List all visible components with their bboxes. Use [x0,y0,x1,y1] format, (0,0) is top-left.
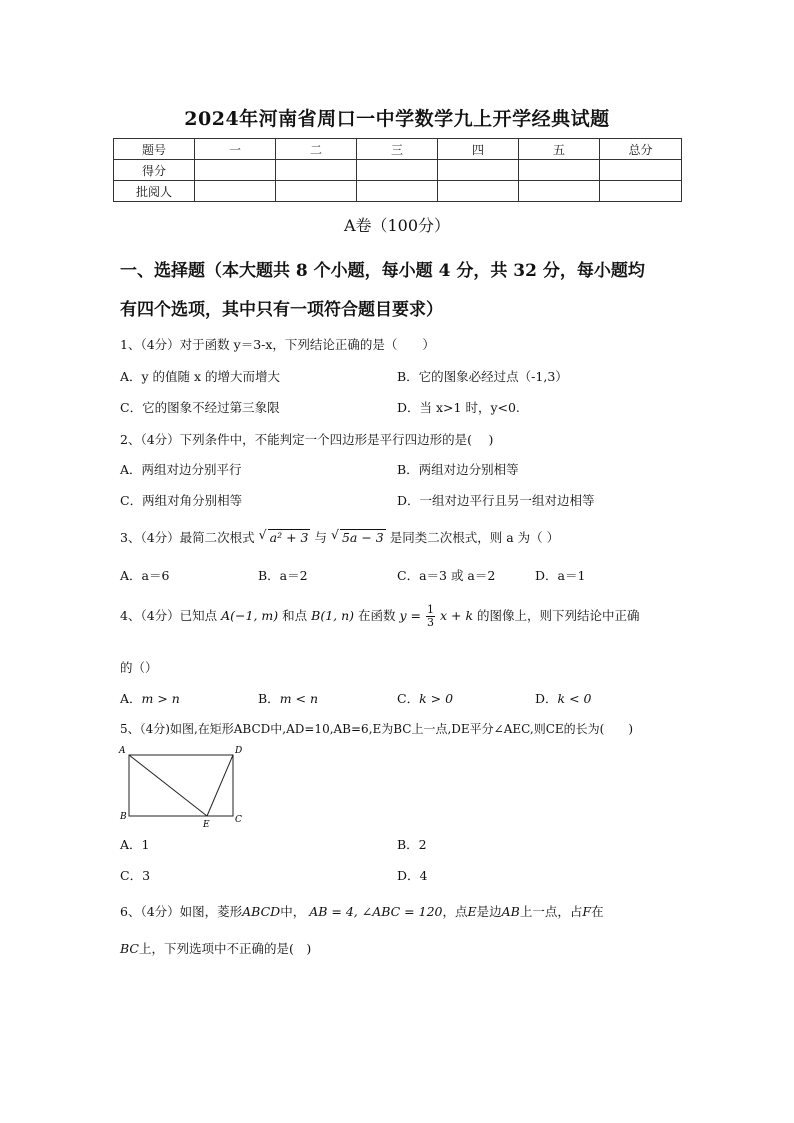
score-cell [357,181,438,202]
volume-label: A卷（100分） [343,216,451,235]
question-3-option-c: C．a＝3 或 a＝2 [397,568,496,583]
score-cell [519,181,600,202]
radicand-1: a² + 3 [269,530,309,545]
label-a: A [119,746,126,756]
score-cell [276,181,357,202]
function-rhs: x + k [440,608,474,623]
score-cell [600,160,682,181]
question-6-line2 [120,939,311,957]
question-4-suffix: 的图像上，则下列结论中正确 [477,608,640,623]
option-b-label: B． [258,691,280,706]
score-cell [438,160,519,181]
option-a-math: m > n [141,691,180,706]
question-4-option-d [535,689,591,707]
row-label: 批阅人 [114,181,195,202]
table-header-cell: 一 [195,139,276,160]
question-4-in-func: 在函数 [358,608,396,623]
table-header-cell: 三 [357,139,438,160]
question-5-option-a: A．1 [120,837,150,852]
point-f: F [582,904,592,919]
fraction-one-third [426,604,435,629]
table-header-cell: 总分 [600,139,682,160]
question-2-stem: 2、（4分）下列条件中，不能判定一个四边形是平行四边形的是( ) [120,432,494,447]
question-4-option-b [258,689,318,707]
radicand-2: 5a − 3 [341,530,384,545]
question-3-stem [120,528,559,546]
question-5-option-c: C．3 [120,868,151,883]
segment-ab: AB [501,904,520,919]
point-a: A(−1, m) [221,608,279,623]
question-1-option-a: A．y 的值随 x 的增大而增大 [120,369,281,384]
question-3-option-b: B．a＝2 [258,568,308,583]
sqrt-icon: √ [330,527,339,542]
label-e: E [203,820,210,828]
label-c: C [235,815,242,825]
question-4-line2: 的（） [120,660,158,675]
question-5-option-d: D．4 [397,868,428,883]
segment-ae [129,755,207,816]
question-5-option-b: B．2 [397,837,427,852]
question-6-prefix: 6、（4分）如图，菱形 [120,904,243,919]
sqrt-icon: √ [258,527,267,542]
question-6-mid2: 是边 [476,904,502,919]
score-cell [195,181,276,202]
table-row [114,181,682,202]
option-a-label: A． [120,691,142,706]
point-b: B(1, n) [311,608,355,623]
segment-bc: BC [120,941,139,956]
question-4-and: 和点 [282,608,308,623]
question-4-prefix: 4、（4分）已知点 [120,608,218,623]
table-header-cell: 五 [519,139,600,160]
question-1-option-d: D．当 x>1 时，y<0. [397,400,520,415]
table-header-cell: 四 [438,139,519,160]
option-c-math: k > 0 [419,691,454,706]
table-row [114,160,682,181]
question-1-stem: 1、（4分）对于函数 y＝3-x，下列结论正确的是（ ） [120,337,435,352]
question-3-option-a: A．a＝6 [120,568,170,583]
question-3-suffix: 是同类二次根式，则 a 为（ ） [389,530,560,545]
question-6-mid4: 在 [591,904,604,919]
question-2-option-a: A．两组对边分别平行 [120,462,242,477]
option-b-math: m < n [279,691,319,706]
section-heading-line1: 一、选择题（本大题共 8 个小题，每小题 4 分，共 32 分，每小题均 [120,261,645,281]
score-cell [519,160,600,181]
question-5-stem: 5、（4分)如图,在矩形ABCD中,AD=10,AB=6,E为BC上一点,DE平分∠AEC,则CE的长为( ) [120,722,634,736]
question-3-option-d: D．a＝1 [535,568,586,583]
question-4-stem [120,604,640,629]
fraction-denominator: 3 [427,616,435,629]
question-4-option-a [120,689,180,707]
question-6-suffix: 上，下列选项中不正确的是( ) [138,941,312,956]
question-6-mid3: 上一点，占 [519,904,583,919]
question-2-option-d: D．一组对边平行且另一组对边相等 [397,493,595,508]
label-b: B [120,812,127,822]
score-cell [276,160,357,181]
rectangle-figure [118,744,248,828]
score-cell [600,181,682,202]
question-3-prefix: 3、（4分）最简二次根式 [120,530,255,545]
rhombus-name: ABCD [242,904,281,919]
condition: AB = 4, ∠ABC = 120 [309,904,443,919]
row-label: 得分 [114,160,195,181]
point-e: E [467,904,477,919]
question-2-option-b: B．两组对边分别相等 [397,462,519,477]
option-c-label: C． [397,691,420,706]
table-header-cell: 题号 [114,139,195,160]
question-6-stem [120,902,604,920]
option-d-math: k < 0 [557,691,592,706]
score-cell [438,181,519,202]
option-d-label: D． [535,691,558,706]
page-title: 2024年河南省周口一中学数学九上开学经典试题 [184,108,610,130]
question-3-mid: 与 [314,530,327,545]
question-6-in: 中， [280,904,306,919]
segment-de [207,755,233,816]
question-2-option-c: C．两组对角分别相等 [120,493,243,508]
score-table-header-row [114,139,682,160]
function-lhs: y = [399,608,422,623]
question-1-option-b: B．它的图象必经过点（-1,3） [397,369,568,384]
rectangle-abcd [129,755,233,816]
radical-expression-2 [331,529,386,545]
question-1-option-c: C．它的图象不经过第三象限 [120,400,280,415]
question-4-option-c [397,689,453,707]
fraction-numerator: 1 [427,603,435,616]
radical-expression-1 [259,529,311,545]
question-6-mid: ，点 [442,904,468,919]
label-d: D [235,746,243,756]
score-cell [357,160,438,181]
table-header-cell: 二 [276,139,357,160]
section-heading-line2: 有四个选项，其中只有一项符合题目要求） [120,300,443,320]
score-cell [195,160,276,181]
score-table [113,138,682,202]
